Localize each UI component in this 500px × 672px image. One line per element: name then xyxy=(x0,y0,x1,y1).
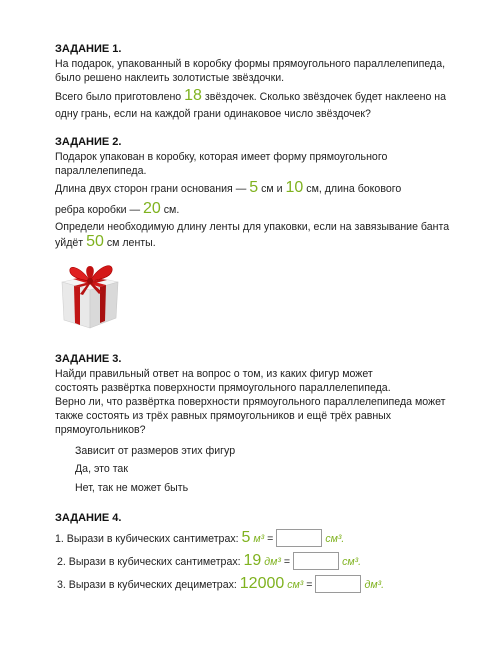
task2-line2: параллелепипеда. xyxy=(55,165,147,177)
task2-title: ЗАДАНИЕ 2. xyxy=(55,136,122,148)
target-unit: см³. xyxy=(325,533,345,545)
answer-option-2[interactable]: Да, это так xyxy=(75,463,128,475)
task2-text: ребра коробки — xyxy=(55,204,141,216)
equals-sign: = xyxy=(267,533,274,545)
task2-text: см, длина бокового xyxy=(306,183,402,195)
task3-line2: состоять развёртка поверхности прямоугольного параллелепипеда. xyxy=(55,382,391,394)
answer-input-2[interactable] xyxy=(293,552,339,570)
task2-text: см и xyxy=(261,183,283,195)
item-prefix: 3. Вырази в кубических дециметрах: xyxy=(57,579,237,591)
answer-input-1[interactable] xyxy=(276,529,322,547)
task2-line5: Определи необходимую длину ленты для упаковки, если на завязывание банта xyxy=(55,221,450,233)
task1-line3 xyxy=(55,89,446,104)
task3-line5: прямоугольников? xyxy=(55,424,146,436)
task4-item-1 xyxy=(55,529,344,547)
base-side-1: 5 xyxy=(249,179,259,196)
equals-sign: = xyxy=(306,579,313,591)
task2-text: см. xyxy=(163,204,180,216)
side-edge-length: 20 xyxy=(143,200,161,217)
task4-item-3 xyxy=(57,575,384,593)
task1-text: Всего было приготовлено xyxy=(55,91,182,103)
task3-line4: также состоять из трёх равных прямоугольников и ещё трёх равных xyxy=(55,410,392,422)
equals-sign: = xyxy=(283,556,291,568)
task3-line1: Найди правильный ответ на вопрос о том, из каких фигур может xyxy=(55,368,373,380)
task4-item-2 xyxy=(57,552,361,570)
given-value: 5 xyxy=(241,529,251,546)
given-unit: см³ xyxy=(287,579,304,591)
answer-option-3[interactable]: Нет, так не может быть xyxy=(75,482,189,494)
stars-count: 18 xyxy=(184,87,202,104)
answer-option-1[interactable]: Зависит от размеров этих фигур xyxy=(75,445,236,457)
task1-line4: одну грань, если на каждой грани одинаковое число звёздочек? xyxy=(55,108,371,120)
task2-text: Длина двух сторон грани основания — xyxy=(55,183,247,195)
task2-line3 xyxy=(55,181,401,196)
given-unit: дм³ xyxy=(264,556,281,568)
task2-line1: Подарок упакован в коробку, которая имеет форму прямоугольного xyxy=(55,151,388,163)
task2-text: уйдёт xyxy=(55,237,84,249)
task3-title: ЗАДАНИЕ 3. xyxy=(55,353,122,365)
item-prefix: 1. Вырази в кубических сантиметрах: xyxy=(55,533,239,545)
bow-length: 50 xyxy=(86,233,104,250)
task2-text: см ленты. xyxy=(106,237,156,249)
task4-title: ЗАДАНИЕ 4. xyxy=(55,512,122,524)
task2-line4 xyxy=(55,202,179,217)
given-value: 19 xyxy=(243,552,262,569)
item-prefix: 2. Вырази в кубических сантиметрах: xyxy=(57,556,241,568)
target-unit: дм³. xyxy=(364,579,385,591)
task1-line2: было решено наклеить золотистые звёздочки. xyxy=(55,72,285,84)
given-value: 12000 xyxy=(239,575,285,592)
target-unit: см³. xyxy=(342,556,362,568)
task3-line3: Верно ли, что развёртка поверхности прямоугольного параллелепипеда может xyxy=(55,396,446,408)
gift-box-image xyxy=(50,248,130,330)
answer-input-3[interactable] xyxy=(315,575,361,593)
task1-text: звёздочек. Сколько звёздочек будет наклеено на xyxy=(204,91,447,103)
given-unit: м³ xyxy=(253,533,265,545)
task1-line1: На подарок, упакованный в коробку формы прямоугольного параллелепипеда, xyxy=(55,58,446,70)
base-side-2: 10 xyxy=(285,179,304,196)
task1-title: ЗАДАНИЕ 1. xyxy=(55,43,122,55)
